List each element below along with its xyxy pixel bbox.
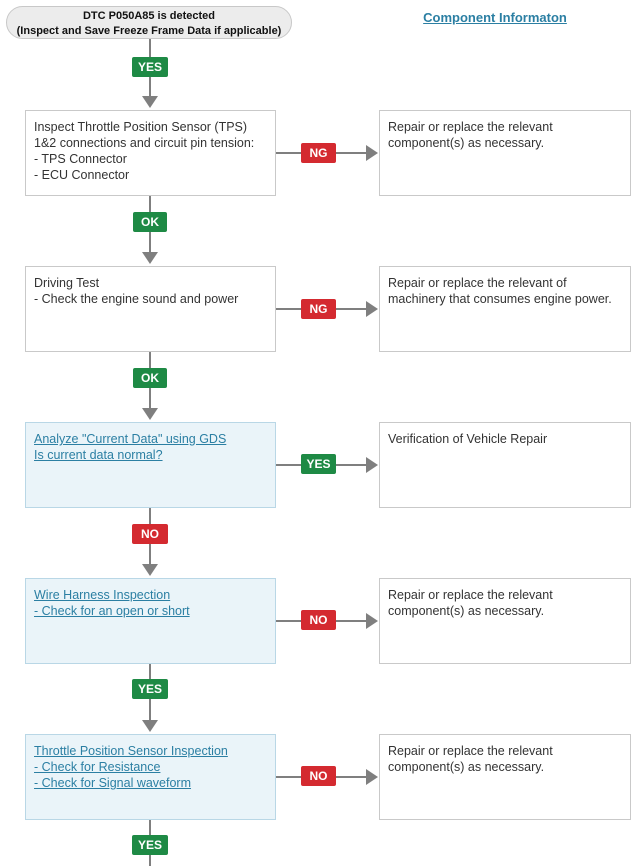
yes-badge: YES <box>132 835 168 855</box>
result-text-line: Verification of Vehicle Repair <box>388 432 548 446</box>
step-text-line: Driving Test <box>34 276 100 290</box>
arrow-down-icon <box>142 252 158 264</box>
ok-badge: OK <box>133 212 167 232</box>
arrow-right-icon <box>366 457 378 473</box>
start-subtitle: (Inspect and Save Freeze Frame Data if applicable) <box>16 25 282 37</box>
result-text-line: component(s) as necessary. <box>388 760 545 774</box>
result-repair-component <box>379 578 631 664</box>
step-text-line: 1&2 connections and circuit pin tension: <box>34 136 255 150</box>
result-repair-component <box>379 734 631 820</box>
no-badge: NO <box>132 524 168 544</box>
arrow-right-icon <box>366 145 378 161</box>
yes-badge: YES <box>132 57 168 77</box>
arrow-down-icon <box>142 720 158 732</box>
analyze-current-data-link[interactable]: Analyze "Current Data" using GDS <box>34 432 227 446</box>
arrow-down-icon <box>142 96 158 108</box>
start-title: DTC P050A85 is detected <box>82 10 216 22</box>
no-badge: NO <box>301 610 336 630</box>
check-resistance-link[interactable]: - Check for Resistance <box>34 760 161 774</box>
result-text-line: component(s) as necessary. <box>388 604 545 618</box>
result-text-line: machinery that consumes engine power. <box>388 292 612 306</box>
step-text-line: - ECU Connector <box>34 168 130 182</box>
current-data-normal-link[interactable]: Is current data normal? <box>34 448 163 462</box>
step-tps-connection-inspection <box>25 110 276 196</box>
check-signal-waveform-link[interactable]: - Check for Signal waveform <box>34 776 192 790</box>
arrow-right-icon <box>366 769 378 785</box>
yes-badge: YES <box>301 454 336 474</box>
start-node <box>6 6 292 39</box>
step-text-line: Inspect Throttle Position Sensor (TPS) <box>34 120 248 134</box>
step-analyze-current-data <box>25 422 276 508</box>
result-repair-machinery <box>379 266 631 352</box>
tps-inspection-link[interactable]: Throttle Position Sensor Inspection <box>34 744 228 758</box>
result-text-line: Repair or replace the relevant of <box>388 276 567 290</box>
yes-badge: YES <box>132 679 168 699</box>
step-tps-inspection <box>25 734 276 820</box>
result-verification <box>379 422 631 508</box>
ng-badge: NG <box>301 299 336 319</box>
result-text-line: Repair or replace the relevant <box>388 744 553 758</box>
wire-harness-inspection-link[interactable]: Wire Harness Inspection <box>34 588 171 602</box>
arrow-right-icon <box>366 613 378 629</box>
step-text-line: - TPS Connector <box>34 152 127 166</box>
result-repair-component <box>379 110 631 196</box>
step-text-line: - Check the engine sound and power <box>34 292 239 306</box>
arrow-right-icon <box>366 301 378 317</box>
arrow-down-icon <box>142 564 158 576</box>
no-badge: NO <box>301 766 336 786</box>
step-driving-test <box>25 266 276 352</box>
result-text-line: Repair or replace the relevant <box>388 588 553 602</box>
step-wire-harness-inspection <box>25 578 276 664</box>
component-information-link[interactable]: Component Informaton <box>423 10 567 25</box>
result-text-line: component(s) as necessary. <box>388 136 545 150</box>
ng-badge: NG <box>301 143 336 163</box>
ok-badge: OK <box>133 368 167 388</box>
result-text-line: Repair or replace the relevant <box>388 120 553 134</box>
check-open-short-link[interactable]: - Check for an open or short <box>34 604 190 618</box>
arrow-down-icon <box>142 408 158 420</box>
